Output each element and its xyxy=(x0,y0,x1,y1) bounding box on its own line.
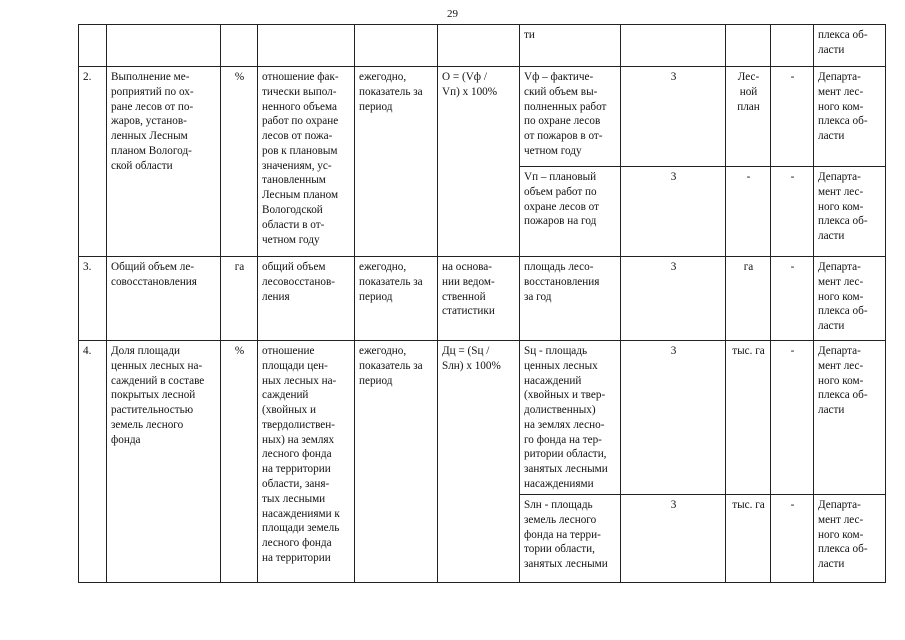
indicator-name-cell-text: Общий объем ле- совосстановления xyxy=(111,261,197,288)
formula-cell-text: О = (Vф / Vп) x 100% xyxy=(442,71,498,98)
unit-cell xyxy=(221,257,258,341)
page-number: 29 xyxy=(447,8,458,20)
method-cell-text: 3 xyxy=(670,71,677,83)
periodicity-cell xyxy=(355,67,438,257)
formula-cell-text: Дц = (Sц / Sлн) x 100% xyxy=(442,345,501,372)
source-cell xyxy=(726,257,771,341)
periodicity-cell xyxy=(355,257,438,341)
base-indicator-cell-text: Sц - площадь ценных лесных насаждений (хвойных и твер- долиственных) на землях лесно- го фонда на тер- ритории области, занятых лесными насаждениями xyxy=(524,345,608,491)
base-indicator-cell xyxy=(520,257,621,341)
empty-cell xyxy=(771,25,814,67)
empty-cell xyxy=(438,25,520,67)
definition-cell-text: отношение фак- тически выпол- ненного объема работ по охране лесов от пожа- ров к плановым значениям, ус- тановленным Лесным планом Вологодской области в от- четном году xyxy=(262,71,339,246)
formula-cell-text: на основа- нии ведом- ственной статистики xyxy=(442,261,495,318)
responsible-cell xyxy=(814,67,886,167)
unit-cell-text: га xyxy=(234,261,245,273)
source-cell-text: тыс. га xyxy=(732,499,765,511)
responsible-cell-text: Департа- мент лес- ного ком- плекса об- ласти xyxy=(818,499,868,571)
source-cell-text: Лес- ной план xyxy=(737,71,760,113)
source-cell-text: - xyxy=(746,171,751,183)
base-indicator-cell xyxy=(520,67,621,167)
periodicity-cell xyxy=(355,341,438,583)
dash-cell xyxy=(771,167,814,257)
responsible-cell-text: Департа- мент лес- ного ком- плекса об- ласти xyxy=(818,345,868,417)
source-cell xyxy=(726,67,771,167)
method-cell-text: 3 xyxy=(670,499,677,511)
dash-cell xyxy=(771,495,814,583)
source-cell xyxy=(726,341,771,495)
dash-cell-text: - xyxy=(790,345,795,357)
base-indicator-cell xyxy=(520,167,621,257)
row-number-cell-text: 2. xyxy=(83,71,92,83)
unit-cell xyxy=(221,341,258,583)
definition-cell-text: отношение площади цен- ных лесных на- саждений (хвойных и твердолиствен- ных) на землях лесного фонда на территории области, заня- тых лесными насаждениями к площади земель лесного фонда на территории xyxy=(262,345,340,564)
source-cell xyxy=(726,495,771,583)
row-number-cell-text: 4. xyxy=(83,345,92,357)
continuation-row xyxy=(79,25,886,67)
method-cell-text: 3 xyxy=(670,171,677,183)
responsible-cell-text: Департа- мент лес- ного ком- плекса об- ласти xyxy=(818,171,868,243)
table-row xyxy=(79,67,886,167)
empty-cell xyxy=(726,25,771,67)
responsible-cell xyxy=(814,167,886,257)
row-number-cell-text: 3. xyxy=(83,261,92,273)
empty-cell xyxy=(221,25,258,67)
continued-source-cell-text: ти xyxy=(524,29,535,41)
base-indicator-cell-text: Vп – плановый объем работ по охране лесов от пожаров на год xyxy=(524,171,600,228)
method-cell xyxy=(621,67,726,167)
base-indicator-cell-text: Vф – фактиче- ский объем вы- полненных работ по охране лесов от пожаров в от- четном году xyxy=(524,71,607,157)
empty-cell xyxy=(79,25,107,67)
empty-cell xyxy=(258,25,355,67)
base-indicator-cell xyxy=(520,341,621,495)
responsible-cell-text: Департа- мент лес- ного ком- плекса об- ласти xyxy=(818,261,868,333)
source-cell-text: га xyxy=(743,261,754,273)
base-indicator-cell-text: площадь лесо- восстановления за год xyxy=(524,261,600,303)
base-indicator-cell xyxy=(520,495,621,583)
unit-cell-text: % xyxy=(234,345,245,357)
responsible-cell xyxy=(814,341,886,495)
source-cell xyxy=(726,167,771,257)
indicator-name-cell xyxy=(107,67,221,257)
source-cell-text: тыс. га xyxy=(732,345,765,357)
table-row xyxy=(79,341,886,495)
method-cell-text: 3 xyxy=(670,345,677,357)
dash-cell-text: - xyxy=(790,71,795,83)
indicator-name-cell-text: Выполнение ме- роприятий по ох- ране лесов от по- жаров, установ- ленных Лесным планом Вологод- ской области xyxy=(111,71,194,172)
indicator-name-cell xyxy=(107,341,221,583)
dash-cell-text: - xyxy=(790,171,795,183)
responsible-cell xyxy=(814,257,886,341)
dash-cell-text: - xyxy=(790,499,795,511)
method-cell-text: 3 xyxy=(670,261,677,273)
formula-cell xyxy=(438,257,520,341)
method-cell xyxy=(621,257,726,341)
row-number-cell xyxy=(79,67,107,257)
table-row xyxy=(79,257,886,341)
indicators-table xyxy=(78,24,886,583)
continued-source-cell xyxy=(520,25,621,67)
formula-cell xyxy=(438,341,520,583)
method-cell xyxy=(621,495,726,583)
responsible-cell xyxy=(814,495,886,583)
formula-cell xyxy=(438,67,520,257)
periodicity-cell-text: ежегодно, показатель за период xyxy=(359,71,423,113)
unit-cell xyxy=(221,67,258,257)
method-cell xyxy=(621,167,726,257)
continued-responsible-cell-text: плекса об- ласти xyxy=(818,29,868,56)
row-number-cell xyxy=(79,257,107,341)
periodicity-cell-text: ежегодно, показатель за период xyxy=(359,261,423,303)
indicator-name-cell-text: Доля площади ценных лесных на- саждений в составе покрытых лесной растительностью земель лесного фонда xyxy=(111,345,205,446)
method-cell xyxy=(621,341,726,495)
empty-cell xyxy=(355,25,438,67)
definition-cell xyxy=(258,257,355,341)
definition-cell xyxy=(258,67,355,257)
empty-cell xyxy=(621,25,726,67)
row-number-cell xyxy=(79,341,107,583)
empty-cell xyxy=(107,25,221,67)
periodicity-cell-text: ежегодно, показатель за период xyxy=(359,345,423,387)
unit-cell-text: % xyxy=(234,71,245,83)
dash-cell xyxy=(771,257,814,341)
dash-cell xyxy=(771,67,814,167)
responsible-cell-text: Департа- мент лес- ного ком- плекса об- ласти xyxy=(818,71,868,143)
definition-cell xyxy=(258,341,355,583)
continued-responsible-cell xyxy=(814,25,886,67)
base-indicator-cell-text: Sлн - площадь земель лесного фонда на терри- тории области, занятых лесными xyxy=(524,499,608,571)
indicator-name-cell xyxy=(107,257,221,341)
dash-cell-text: - xyxy=(790,261,795,273)
dash-cell xyxy=(771,341,814,495)
definition-cell-text: общий объем лесовосстанов- ления xyxy=(262,261,335,303)
